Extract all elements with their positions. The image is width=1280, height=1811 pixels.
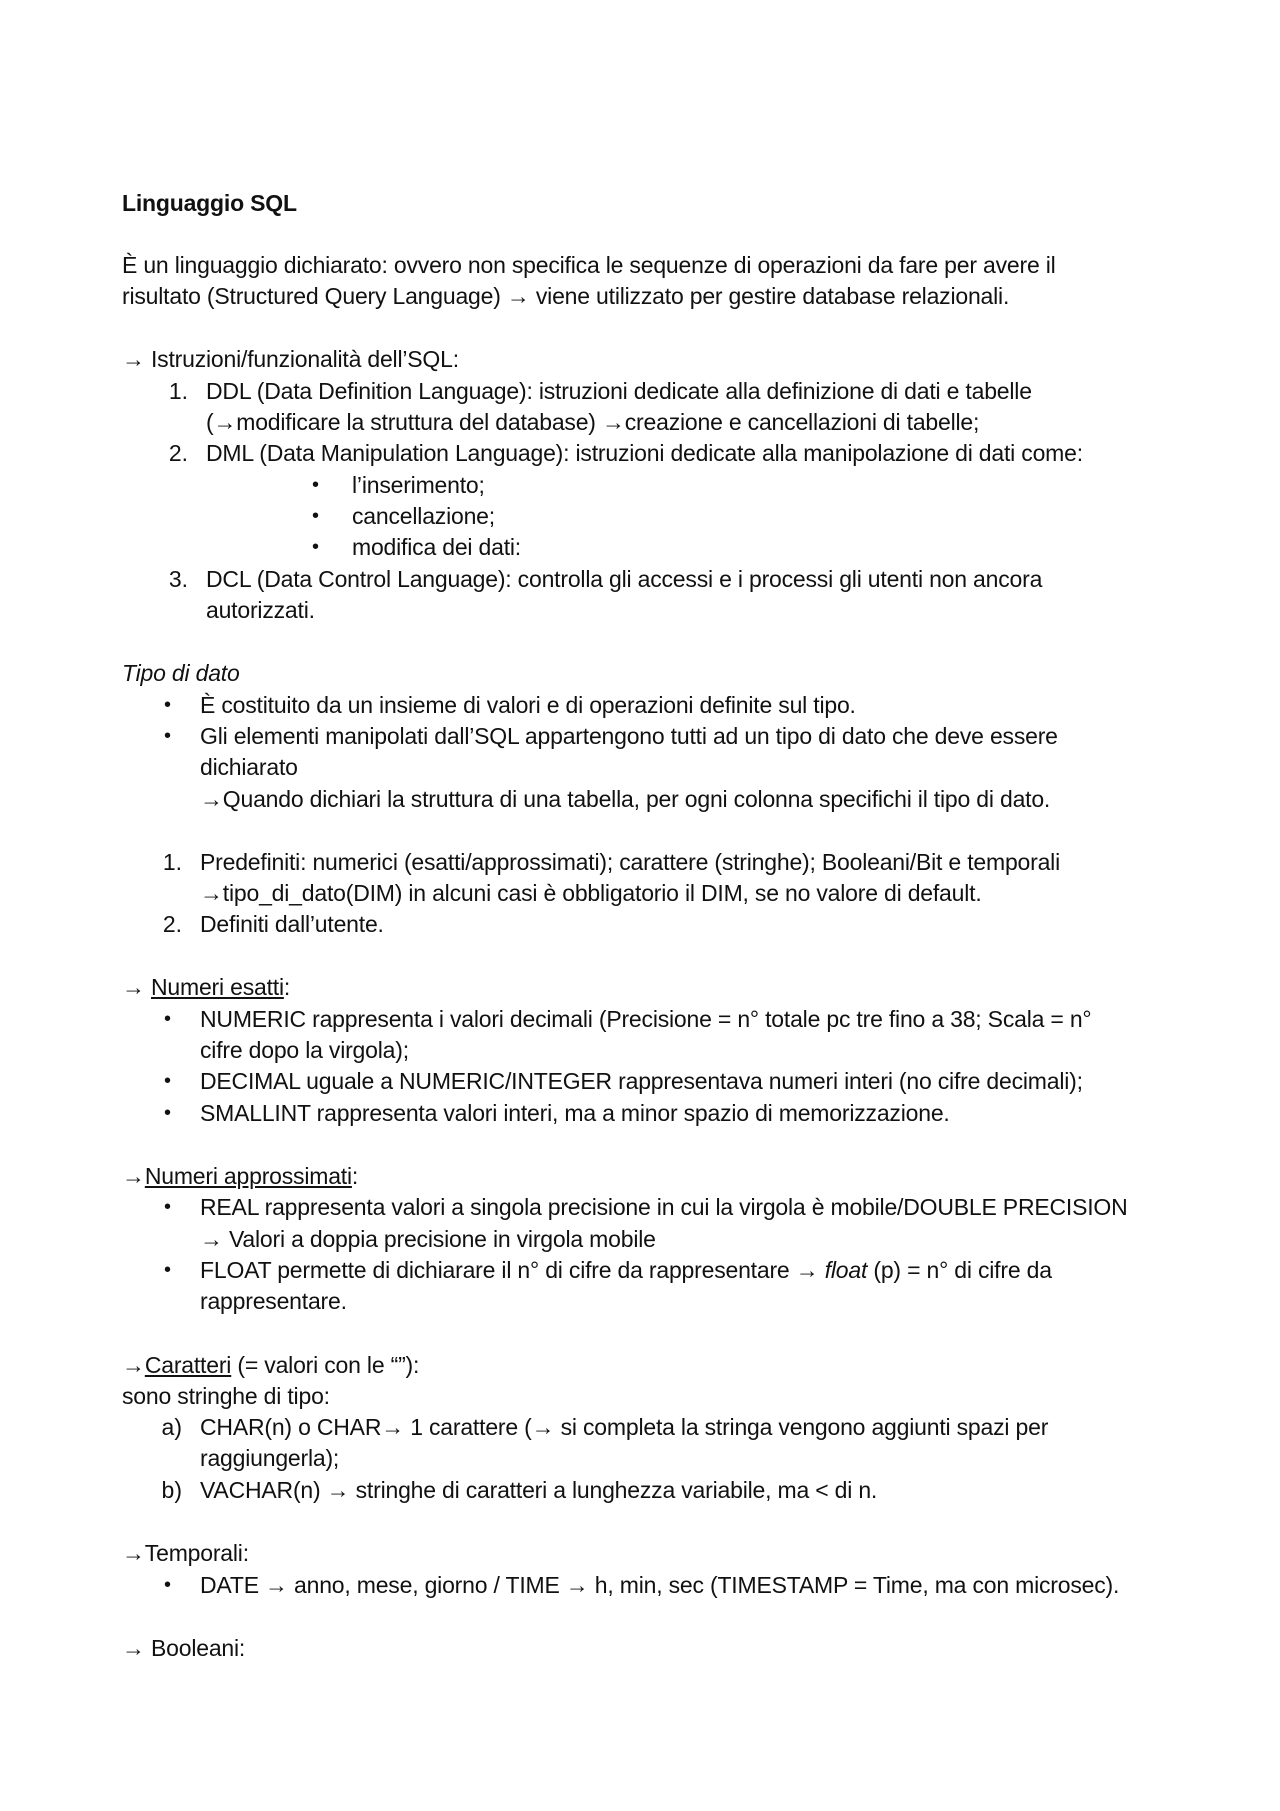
booleani-heading: → Booleani: [122,1635,246,1661]
list-number: 2. [162,911,182,937]
float-italic: float [824,1257,868,1283]
list-number: 1. [168,378,188,404]
predefiniti-line-1: Predefiniti: numerici (esatti/approssimati); carattere (stringhe); Booleani/Bit e temporali [200,849,1061,875]
dcl-line-1: DCL (Data Control Language): controlla gli accessi e i processi gli utenti non ancora [206,566,1043,592]
intro-line-1: È un linguaggio dichiarato: ovvero non specifica le sequenze di operazioni da fare per avere il [122,252,1056,278]
tipo-dato-bullet-2-line-3: →Quando dichiari la struttura di una tabella, per ogni colonna specifichi il tipo di dato. [200,786,1051,812]
float-line-2: rappresentare. [200,1288,347,1314]
tipo-dato-heading: Tipo di dato [122,660,240,686]
bullet-glyph: • [312,474,320,496]
caratteri-rest: (= valori con le “”): [231,1352,420,1378]
dml-line-1: DML (Data Manipulation Language): istruzioni dedicate alla manipolazione di dati come: [206,440,1083,466]
caratteri-label: Caratteri [144,1352,232,1378]
arrow-glyph: → [122,974,151,1000]
bullet-glyph: • [164,1102,172,1124]
numeri-esatti-label: Numeri esatti [151,974,284,1000]
heading-colon: : [351,1163,359,1189]
ddl-line-1: DDL (Data Definition Language): istruzioni dedicate alla definizione di dati e tabelle [206,378,1032,404]
caratteri-subline: sono stringhe di tipo: [122,1383,330,1409]
predefiniti-line-2: →tipo_di_dato(DIM) in alcuni casi è obbligatorio il DIM, se no valore di default. [200,880,982,906]
bullet-glyph: • [164,1574,172,1596]
dml-bullet-2: cancellazione; [352,503,495,529]
bullet-glyph: • [164,1259,172,1281]
istruzioni-heading: → Istruzioni/funzionalità dell’SQL: [122,346,459,372]
tipo-dato-bullet-2-line-2: dichiarato [200,754,298,780]
intro-line-2: risultato (Structured Query Language) → viene utilizzato per gestire database relazionali. [122,283,1010,309]
heading-colon: : [283,974,291,1000]
definiti-utente: Definiti dall’utente. [200,911,384,937]
float-line-1 [200,1255,1052,1286]
dml-bullet-3: modifica dei dati: [352,534,521,560]
bullet-glyph: • [164,1196,172,1218]
smallint-line: SMALLINT rappresenta valori interi, ma a minor spazio di memorizzazione. [200,1100,950,1126]
numeri-esatti-heading [122,972,290,1003]
bullet-glyph: • [164,694,172,716]
decimal-line: DECIMAL uguale a NUMERIC/INTEGER rappresentava numeri interi (no cifre decimali); [200,1068,1083,1094]
bullet-glyph: • [164,1070,172,1092]
real-line-1: REAL rappresenta valori a singola precisione in cui la virgola è mobile/DOUBLE PRECISION [200,1194,1128,1220]
tipo-dato-bullet-2-line-1: Gli elementi manipolati dall’SQL appartengono tutti ad un tipo di dato che deve essere [200,723,1058,749]
list-number: 2. [168,440,188,466]
dml-bullet-1: l’inserimento; [352,472,485,498]
char-line-1: CHAR(n) o CHAR→ 1 carattere (→ si completa la stringa vengono aggiunti spazi per [200,1414,1049,1440]
bullet-glyph: • [312,505,320,527]
numeric-line-1: NUMERIC rappresenta i valori decimali (Precisione = n° totale pc tre fino a 38; Scala = n° [200,1006,1092,1032]
bullet-glyph: • [164,725,172,747]
temporali-heading: →Temporali: [122,1540,249,1566]
bullet-glyph: • [164,1008,172,1030]
numeri-approssimati-heading [122,1161,358,1192]
arrow-glyph: → [122,1352,145,1378]
list-letter: b) [161,1477,182,1503]
arrow-glyph: → [122,1163,145,1189]
list-number: 3. [168,566,188,592]
list-letter: a) [161,1414,182,1440]
ddl-line-2: (→modificare la struttura del database) →creazione e cancellazioni di tabelle; [206,409,980,435]
real-line-2: → Valori a doppia precisione in virgola mobile [200,1226,656,1252]
numeri-approssimati-label: Numeri approssimati [144,1163,352,1189]
bullet-glyph: • [312,536,320,558]
date-line: DATE → anno, mese, giorno / TIME → h, min, sec (TIMESTAMP = Time, ma con microsec). [200,1572,1120,1598]
dcl-line-2: autorizzati. [206,597,315,623]
varchar-line: VACHAR(n) → stringhe di caratteri a lunghezza variabile, ma < di n. [200,1477,878,1503]
char-line-2: raggiungerla); [200,1445,340,1471]
numeric-line-2: cifre dopo la virgola); [200,1037,409,1063]
float-text-a: FLOAT permette di dichiarare il n° di cifre da rappresentare → [200,1257,825,1283]
float-text-b: (p) = n° di cifre da [867,1257,1052,1283]
caratteri-heading [122,1350,419,1381]
document-title: Linguaggio SQL [122,190,297,216]
tipo-dato-bullet-1: È costituito da un insieme di valori e di operazioni definite sul tipo. [200,692,856,718]
list-number: 1. [162,849,182,875]
